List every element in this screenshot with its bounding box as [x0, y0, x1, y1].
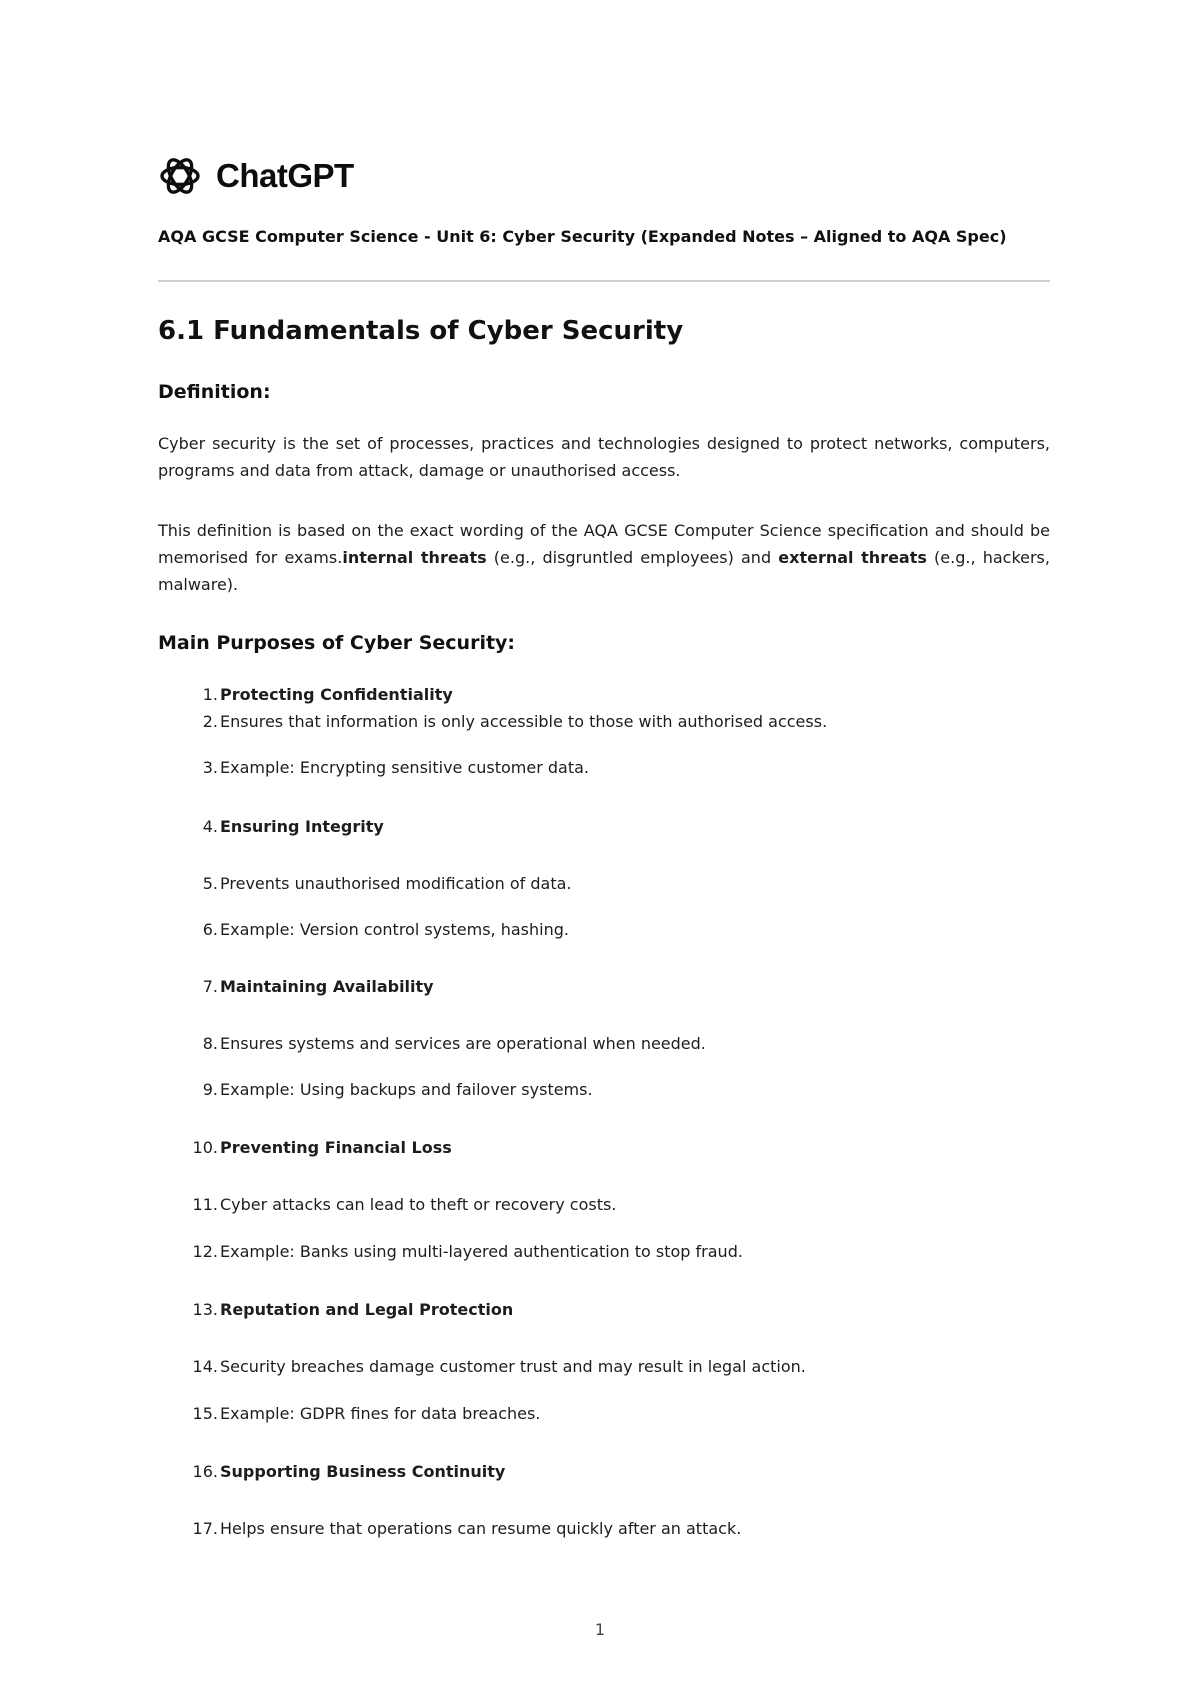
list-item-number: 4. — [202, 817, 218, 836]
list-item-text: Protecting Confidentiality — [220, 685, 453, 704]
section-title: 6.1 Fundamentals of Cyber Security — [158, 316, 684, 346]
list-item-text: Ensuring Integrity — [220, 817, 384, 836]
definition-paragraph: Cyber security is the set of processes, practices and technologies designed to protect networks, computers, programs and data from attack, damage or unauthorised access. — [158, 434, 1050, 480]
list-item-number: 9. — [202, 1080, 218, 1099]
list-item-number: 1. — [202, 685, 218, 704]
list-item-text: Prevents unauthorised modification of data. — [220, 874, 572, 893]
list-item-text: Example: GDPR fines for data breaches. — [220, 1404, 541, 1423]
list-item-text: Ensures that information is only accessible to those with authorised access. — [220, 712, 828, 731]
list-item-text: Supporting Business Continuity — [220, 1462, 506, 1481]
list-item — [158, 874, 1050, 893]
list-item-number: 15. — [192, 1404, 218, 1423]
list-item — [158, 977, 1050, 996]
list-item-text: Cyber attacks can lead to theft or recovery costs. — [220, 1195, 617, 1214]
definition-heading: Definition: — [158, 381, 271, 403]
list-item-number: 5. — [202, 874, 218, 893]
list-item — [158, 817, 1050, 836]
definition-note-paragraph — [158, 517, 1050, 598]
list-item-text: Ensures systems and services are operational when needed. — [220, 1034, 706, 1053]
note-text: (e.g., hackers, malware). — [158, 548, 1050, 594]
brand-name: ChatGPT — [216, 157, 354, 194]
list-item — [158, 1462, 1050, 1481]
list-item — [158, 1034, 1050, 1053]
list-item-number: 11. — [192, 1195, 218, 1214]
list-item-number: 6. — [202, 920, 218, 939]
list-item-number: 7. — [202, 977, 218, 996]
list-item — [158, 712, 1050, 731]
list-item — [158, 1300, 1050, 1319]
list-item-number: 17. — [192, 1519, 218, 1538]
list-item — [158, 1519, 1050, 1538]
list-item — [158, 685, 1050, 704]
list-item-text: Example: Banks using multi-layered authentication to stop fraud. — [220, 1242, 743, 1261]
list-item — [158, 1138, 1050, 1157]
list-item-number: 12. — [192, 1242, 218, 1261]
internal-threats-term: internal threats — [342, 548, 487, 567]
list-item-text: Example: Version control systems, hashing. — [220, 920, 569, 939]
list-item-text: Example: Using backups and failover systems. — [220, 1080, 593, 1099]
list-item-text: Security breaches damage customer trust and may result in legal action. — [220, 1357, 806, 1376]
list-item-text: Preventing Financial Loss — [220, 1138, 452, 1157]
list-item — [158, 1195, 1050, 1214]
page-number: 1 — [594, 1620, 606, 1639]
list-item-number: 3. — [202, 758, 218, 777]
list-item-text: Maintaining Availability — [220, 977, 434, 996]
list-item — [158, 758, 1050, 777]
list-item-number: 8. — [202, 1034, 218, 1053]
list-item-number: 16. — [192, 1462, 218, 1481]
openai-logo-icon — [158, 154, 202, 198]
note-text: This definition is based on the exact wording of the AQA GCSE Computer Science specification and should be memorised for exams. — [158, 521, 1050, 567]
external-threats-term: external threats — [778, 548, 927, 567]
list-item-number: 2. — [202, 712, 218, 731]
document-subtitle: AQA GCSE Computer Science - Unit 6: Cyber Security (Expanded Notes – Aligned to AQA Spec) — [158, 227, 1007, 246]
list-item — [158, 1242, 1050, 1261]
list-item — [158, 1404, 1050, 1423]
list-item-text: Helps ensure that operations can resume quickly after an attack. — [220, 1519, 742, 1538]
list-item-number: 13. — [192, 1300, 218, 1319]
list-item-number: 10. — [192, 1138, 218, 1157]
brand-header — [158, 154, 354, 198]
document-page — [158, 0, 1050, 1696]
purposes-heading: Main Purposes of Cyber Security: — [158, 632, 516, 654]
list-item — [158, 1080, 1050, 1099]
list-item-number: 14. — [192, 1357, 218, 1376]
list-item-text: Reputation and Legal Protection — [220, 1300, 514, 1319]
horizontal-divider — [158, 280, 1050, 282]
list-item-text: Example: Encrypting sensitive customer data. — [220, 758, 590, 777]
note-text: (e.g., disgruntled employees) and — [486, 548, 779, 567]
list-item — [158, 1357, 1050, 1376]
list-item — [158, 920, 1050, 939]
